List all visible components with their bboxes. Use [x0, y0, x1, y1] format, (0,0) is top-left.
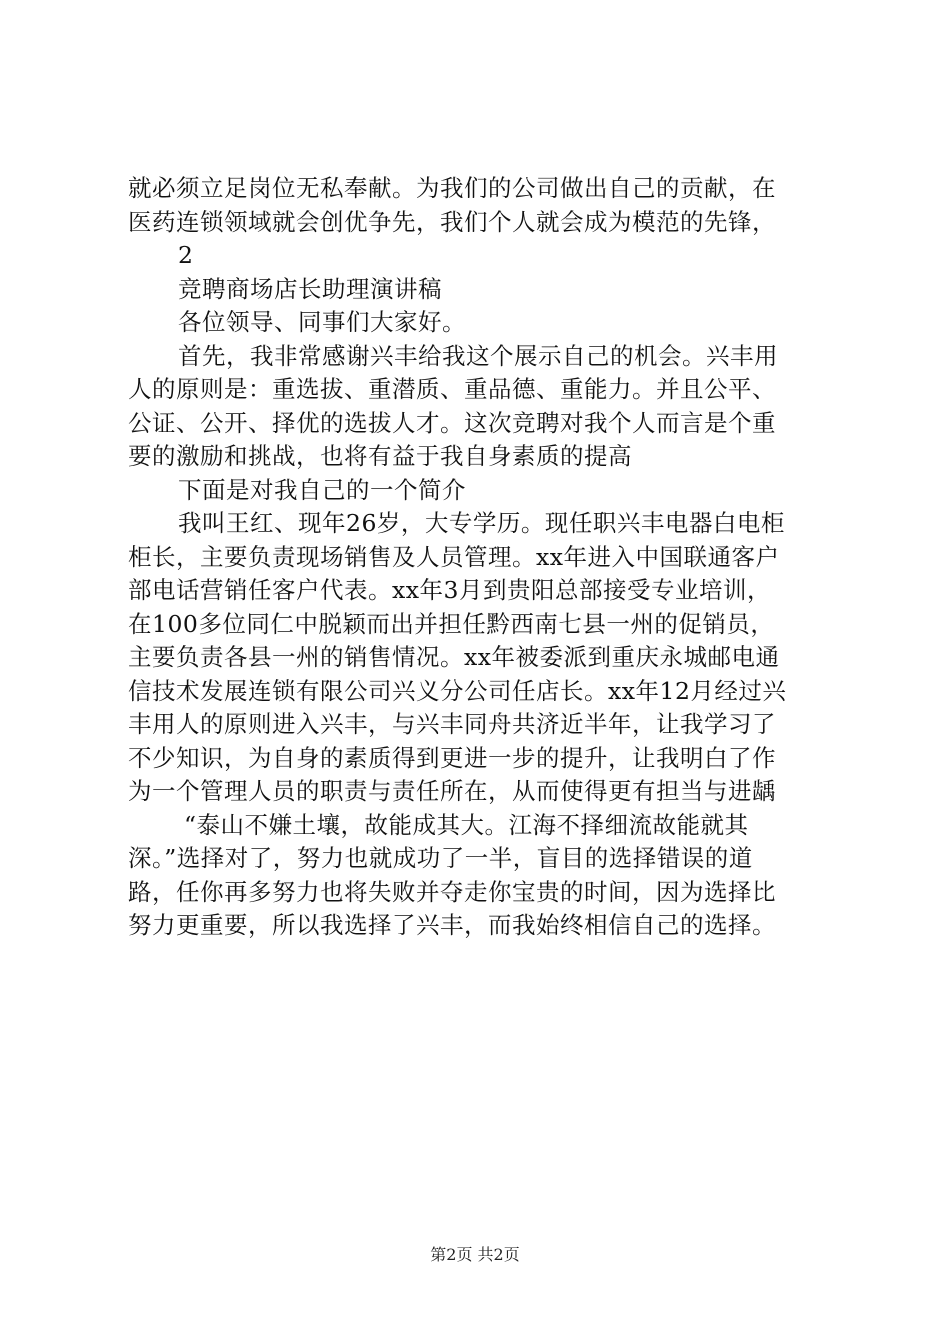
paragraph-line: 深。”选择对了，努力也就成功了一半，盲目的选择错误的道 [128, 844, 753, 872]
section-number: 2 [178, 241, 194, 269]
speech-title: 竞聘商场店长助理演讲稿 [178, 274, 442, 303]
paragraph-line: 下面是对我自己的一个简介 [178, 475, 466, 504]
paragraph-line: 柜长，主要负责现场销售及人员管理。xx年进入中国联通客户 [128, 542, 780, 571]
paragraph-line: 部电话营销任客户代表。xx年3月到贵阳总部接受专业培训， [128, 576, 771, 604]
greeting: 各位领导、同事们大家好。 [178, 308, 466, 336]
paragraph-line: 路，任你再多努力也将失败并夺走你宝贵的时间，因为选择比 [128, 877, 776, 906]
paragraph-line: 为一个管理人员的职责与责任所在，从而使得更有担当与进龋 [128, 777, 776, 805]
paragraph-line: 公证、公开、择优的选拔人才。这次竞聘对我个人而言是个重 [128, 408, 776, 437]
paragraph-line: 努力更重要，所以我选择了兴丰，而我始终相信自己的选择。 [128, 911, 776, 939]
paragraph-line: 主要负责各县一州的销售情况。xx年被委派到重庆永城邮电通 [128, 643, 780, 671]
paragraph-line: 人的原则是：重选拔、重潜质、重品德、重能力。并且公平、 [128, 375, 776, 403]
paragraph-line: 首先，我非常感谢兴丰给我这个展示自己的机会。兴丰用 [178, 341, 778, 370]
text-line: 就必须立足岗位无私奉献。为我们的公司做出自己的贡献，在 [128, 174, 776, 202]
page-footer: 第2页 共2页 [430, 1245, 520, 1264]
paragraph-line: 要的激励和挑战，也将有益于我自身素质的提高 [128, 442, 632, 470]
paragraph-line: “泰山不嫌土壤，故能成其大。江海不择细流故能就其 [184, 810, 749, 839]
paragraph-line: 在100多位同仁中脱颖而出并担任黔西南七县一州的促销员， [128, 609, 775, 638]
paragraph-line: 我叫王红、现年26岁，大专学历。现任职兴丰电器白电柜 [178, 509, 785, 537]
paragraph-line: 不少知识，为自身的素质得到更进一步的提升，让我明白了作 [128, 743, 776, 772]
paragraph-line: 丰用人的原则进入兴丰，与兴丰同舟共济近半年，让我学习了 [128, 710, 776, 738]
text-line: 医药连锁领域就会创优争先，我们个人就会成为模范的先锋， [128, 207, 776, 236]
paragraph-line: 信技术发展连锁有限公司兴义分公司任店长。xx年12月经过兴 [128, 676, 787, 705]
document-body [128, 172, 848, 943]
